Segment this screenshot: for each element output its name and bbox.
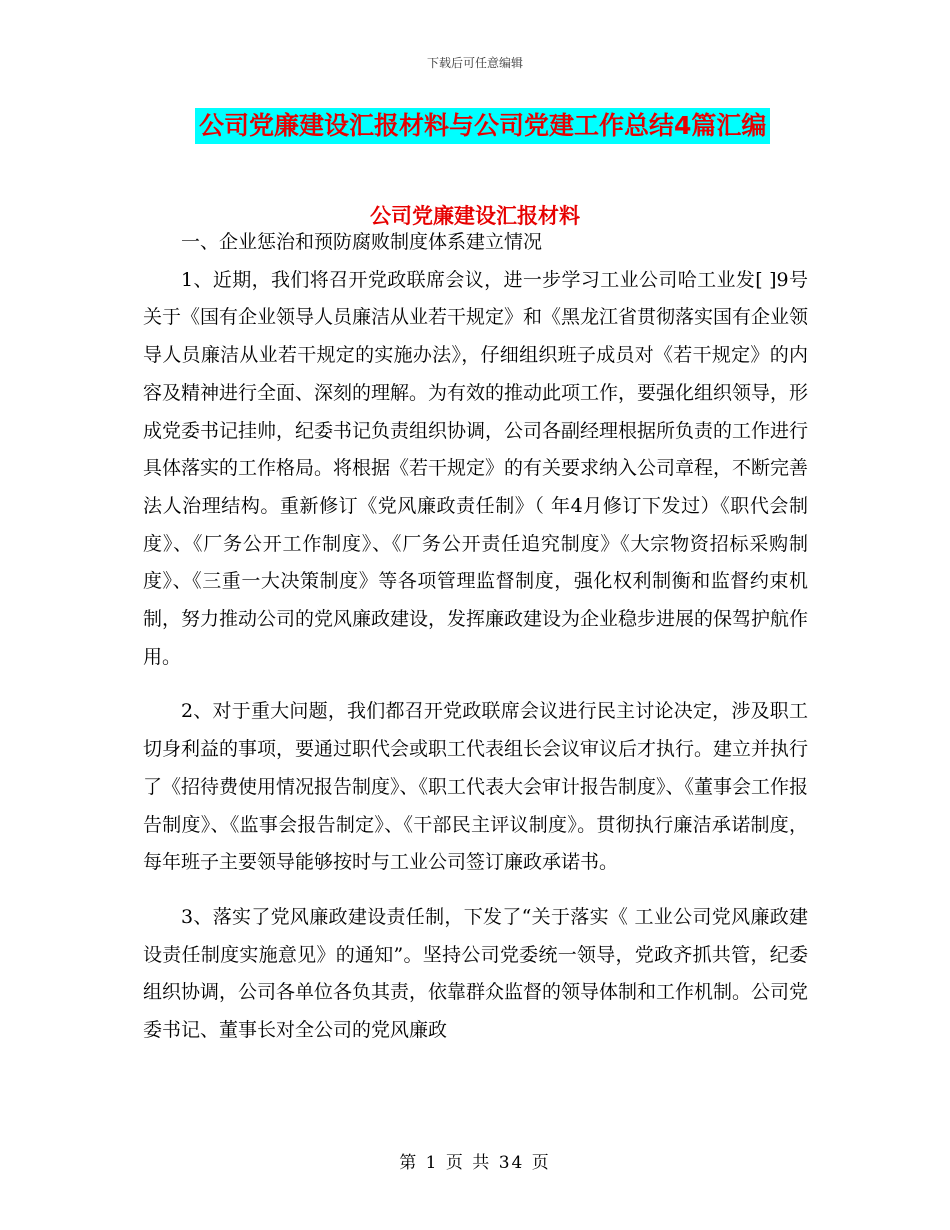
header-note: 下载后可任意编辑 — [426, 56, 523, 70]
body-paragraph-heading: 一、企业惩治和预防腐败制度体系建立情况 — [181, 231, 543, 253]
body-paragraph: 3、落实了党风廉政建设责任制，下发了“关于落实《 工业公司党风廉政建设责任制度实施意见》的通知”。坚持公司党委统一领导，党政齐抓共管，纪委组织协调，公司各单位各负其责，依靠群众监督的领导体制和工作机制。公司党委书记、董事长对全公司的党风廉政 — [143, 905, 809, 1042]
section-title: 公司党廉建设汇报材料 — [370, 204, 580, 228]
document-body — [143, 224, 808, 1050]
body-paragraph: 1、近期，我们将召开党政联席会议，进一步学习工业公司哈工业发[ ]9号关于《国有企业领导人员廉洁从业若干规定》和《黑龙江省贯彻落实国有企业领导人员廉洁从业若干规定的实施办法》，仔细组织班子成员对《若干规定》的内容及精神进行全面、深刻的理解。为有效的推动此项工作，要强化组织领导，形成党委书记挂帅，纪委书记负责组织协调，公司各副经理根据所负责的工作进行具体落实的工作格局。将根据《若干规定》的有关要求纳入公司章程，不断完善法人治理结构。重新修订《党风廉政责任制》（ 年4月修订下发过）《职代会制度》、《厂务公开工作制度》、《厂务公开责任追究制度》《大宗物资招标采购制度》、《三重一大决策制度》等各项管理监督制度，强化权利制衡和监督约束机制，努力推动公司的党风廉政建设，发挥廉政建设为企业稳步进展的保驾护航作用。 — [143, 268, 809, 668]
page-number-footer: 第 1 页 共 34 页 — [399, 1153, 551, 1173]
body-paragraph: 2、对于重大问题，我们都召开党政联席会议进行民主讨论决定，涉及职工切身利益的事项，要通过职代会或职工代表组长会议审议后才执行。建立并执行了《招待费使用情况报告制度》、《职工代表大会审计报告制度》、《董事会工作报告制度》、《监事会报告制定》、《干部民主评议制度》。贯彻执行廉洁承诺制度，每年班子主要领导能够按时与工业公司签订廉政承诺书。 — [143, 700, 809, 874]
document-title: 公司党廉建设汇报材料与公司党建工作总结4篇汇编 — [195, 108, 770, 144]
